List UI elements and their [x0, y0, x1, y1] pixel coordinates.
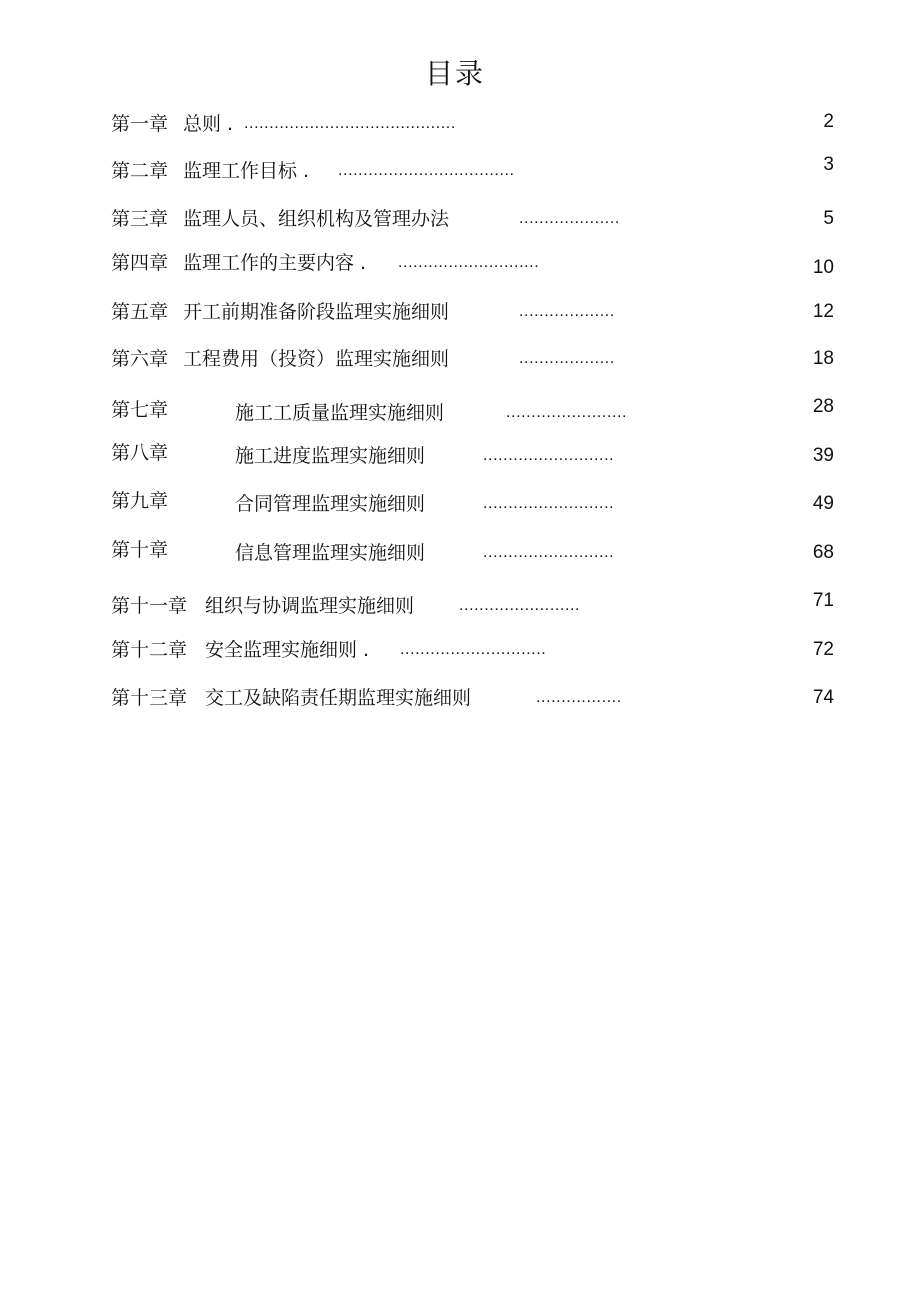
chapter-title: 交工及缺陷责任期监理实施细则	[205, 687, 472, 709]
page-number: 49	[812, 493, 834, 514]
dot-leader: ..........................	[483, 447, 615, 464]
chapter-number: 第十三章	[111, 687, 188, 709]
chapter-number: 第三章	[111, 208, 169, 230]
chapter-title: 组织与协调监理实施细则	[205, 595, 415, 617]
toc-entry	[0, 590, 920, 624]
dot-leader: ............................	[398, 254, 540, 271]
chapter-title: 施工进度监理实施细则	[235, 445, 426, 467]
toc-entry	[0, 251, 920, 281]
page-number: 10	[812, 257, 834, 278]
toc-entry	[0, 300, 920, 330]
dot-leader: ..........................................	[244, 115, 456, 132]
page-number: 12	[812, 301, 834, 322]
toc-entry	[0, 154, 920, 189]
toc-entry	[0, 396, 920, 431]
dot-leader: ..........................	[483, 495, 615, 512]
dot-leader: ........................	[506, 404, 628, 421]
chapter-number: 第五章	[111, 301, 169, 323]
chapter-number: 第八章	[111, 442, 169, 464]
page-number: 72	[812, 639, 834, 660]
page-number: 28	[812, 396, 834, 417]
chapter-number: 第九章	[111, 490, 169, 512]
toc-entry	[0, 112, 920, 142]
chapter-number: 第六章	[111, 348, 169, 370]
chapter-title: 监理人员、组织机构及管理办法	[183, 208, 450, 230]
chapter-title: 合同管理监理实施细则	[235, 493, 426, 515]
toc-entry	[0, 207, 920, 237]
toc-entry	[0, 541, 920, 571]
page-number: 74	[812, 687, 834, 708]
toc-entry	[0, 638, 920, 668]
dot-leader: .............................	[400, 641, 547, 658]
chapter-title: 施工工质量监理实施细则	[235, 402, 445, 424]
page-number: 18	[812, 348, 834, 369]
toc-entry	[0, 686, 920, 716]
chapter-title: 总则 .	[183, 113, 234, 135]
toc-entry	[0, 347, 920, 377]
chapter-title: 监理工作目标 .	[183, 160, 310, 182]
dot-leader: .................	[536, 689, 622, 706]
chapter-title: 监理工作的主要内容 .	[183, 252, 367, 274]
page-number: 3	[823, 154, 834, 175]
chapter-number: 第二章	[111, 160, 169, 182]
chapter-title: 安全监理实施细则 .	[205, 639, 370, 661]
page-number: 5	[823, 208, 834, 229]
page-number: 39	[812, 445, 834, 466]
chapter-number: 第十一章	[111, 595, 188, 617]
dot-leader: ....................	[519, 210, 620, 227]
dot-leader: ..........................	[483, 544, 615, 561]
chapter-number: 第十章	[111, 539, 169, 561]
dot-leader: ........................	[459, 597, 581, 614]
chapter-number: 第七章	[111, 399, 169, 421]
toc-entry	[0, 492, 920, 522]
toc-title: 目录	[424, 57, 485, 90]
chapter-number: 第一章	[111, 113, 169, 135]
chapter-title: 信息管理监理实施细则	[235, 542, 426, 564]
chapter-title: 工程费用（投资）监理实施细则	[183, 348, 450, 370]
page-number: 68	[812, 542, 834, 563]
page-number: 71	[812, 590, 834, 611]
chapter-title: 开工前期准备阶段监理实施细则	[183, 301, 450, 323]
chapter-number: 第四章	[111, 252, 169, 274]
dot-leader: ...................	[519, 303, 615, 320]
page-number: 2	[823, 111, 834, 132]
dot-leader: ...................................	[338, 162, 515, 179]
chapter-number: 第十二章	[111, 639, 188, 661]
dot-leader: ...................	[519, 350, 615, 367]
toc-entry	[0, 444, 920, 474]
